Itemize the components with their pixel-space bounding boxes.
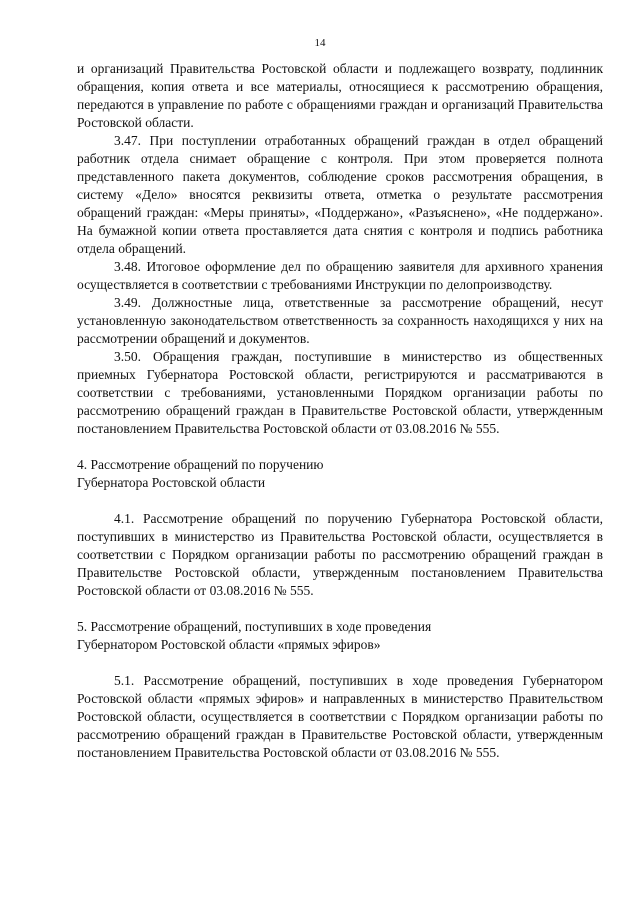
section-5-heading <box>77 618 603 654</box>
section-5-heading-line-2: Губернатором Ростовской области «прямых эфиров» <box>77 637 381 652</box>
paragraph-continuation: и организаций Правительства Ростовской области и подлежащего возврату, подлинник обращения, копия ответа и все материалы, относящиеся к рассмотрению обращения, передаются в управление по работе с обращениями граждан и организаций Правительства Ростовской области. <box>77 61 603 130</box>
section-4-heading-line-1: 4. Рассмотрение обращений по поручению <box>77 457 324 472</box>
paragraph-3-49: 3.49. Должностные лица, ответственные за рассмотрение обращений, несут установленную законодательством ответственность за сохранность находящихся у них на рассмотрении обращений и документов. <box>77 295 603 346</box>
paragraph-4-1: 4.1. Рассмотрение обращений по поручению Губернатора Ростовской области, поступивших в министерство из Правительства Ростовской области, осуществляется в соответствии с Порядком организации работы по рассмотрению обращений граждан в Правительстве Ростовской области, утвержденным постановлением Правительства Ростовской области от 03.08.2016 № 555. <box>77 511 603 598</box>
paragraph-3-48: 3.48. Итоговое оформление дел по обращению заявителя для архивного хранения осуществляется в соответствии с требованиями Инструкции по делопроизводству. <box>77 259 603 292</box>
document-body <box>77 60 603 762</box>
paragraph-5-1: 5.1. Рассмотрение обращений, поступивших в ходе проведения Губернатором Ростовской области «прямых эфиров» и направленных в министерство Правительством Ростовской области, осуществляется в соответствии с Порядком организации работы по рассмотрению обращений граждан в Правительстве Ростовской области, утвержденным постановлением Правительства Ростовской области от 03.08.2016 № 555. <box>77 673 603 760</box>
page-number: 14 <box>314 37 326 49</box>
section-4-heading-line-2: Губернатора Ростовской области <box>77 475 266 490</box>
section-5-heading-line-1: 5. Рассмотрение обращений, поступивших в ходе проведения <box>77 619 432 634</box>
paragraph-3-47: 3.47. При поступлении отработанных обращений граждан в отдел обращений работник отдела снимает обращение с контроля. При этом проверяется полнота представленного пакета документов, соблюдение сроков рассмотрения обращения, в систему «Дело» вносятся реквизиты ответа, отметка о результате рассмотрения обращений граждан: «Меры приняты», «Поддержано», «Разъяснено», «Не поддержано». На бумажной копии ответа проставляется дата снятия с контроля и подпись работника отдела обращений. <box>77 133 603 256</box>
paragraph-3-50: 3.50. Обращения граждан, поступившие в министерство из общественных приемных Губернатора Ростовской области, регистрируются и рассматриваются в соответствии с требованиями, установленными Порядком организации работы по рассмотрению обращений граждан в Правительстве Ростовской области, утвержденным постановлением Правительства Ростовской области от 03.08.2016 № 555. <box>77 349 603 436</box>
section-4-heading <box>77 456 603 492</box>
